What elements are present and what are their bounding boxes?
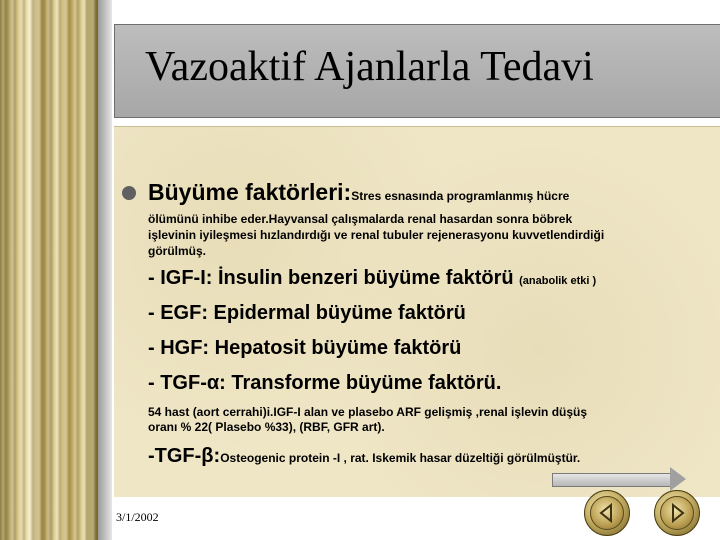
bullet-dot-icon <box>122 186 136 200</box>
gold-column-decoration <box>0 0 98 540</box>
description-line: işlevinin iyileşmesi hızlandırdığı ve renal tubuler rejenerasyonu kuvvetlendirdiği <box>148 228 605 242</box>
factor-item <box>148 337 596 372</box>
factor-item <box>148 267 596 302</box>
chevron-right-glyph <box>664 500 690 526</box>
slide-title: Vazoaktif Ajanlarla Tedavi <box>145 44 594 90</box>
factor-list <box>148 267 596 407</box>
factor-item <box>148 372 596 407</box>
factor-item <box>148 302 596 337</box>
study-line: oranı % 22( Plasebo %33), (RBF, GFR art). <box>148 420 385 434</box>
title-bar <box>114 24 720 118</box>
description-line: ölümünü inhibe eder.Hayvansal çalışmalarda renal hasardan sonra böbrek <box>148 212 573 226</box>
description-line: görülmüş. <box>148 244 207 258</box>
factor-note: (anabolik etki ) <box>519 275 597 287</box>
arrow-head-icon <box>670 467 686 491</box>
study-note <box>148 405 708 435</box>
tgf-beta-label: -TGF-β: <box>148 445 221 467</box>
factor-text: - TGF-α: Transforme büyüme faktörü. <box>148 372 502 394</box>
factor-text: - IGF-I: İnsulin benzeri büyüme faktörü <box>148 267 514 289</box>
study-line: 54 hast (aort cerrahi)i.IGF-I alan ve plasebo ARF gelişmiş ,renal işlevin düşüş <box>148 405 588 419</box>
next-slide-button[interactable] <box>654 490 700 536</box>
content-panel <box>114 126 720 497</box>
description <box>148 211 688 259</box>
tgf-beta-text: Osteogenic protein -I , rat. Iskemik hasar düzeltiği görülmüştür. <box>220 451 581 465</box>
bullet-heading-continuation: Stres esnasında programlanmış hücre <box>351 189 570 203</box>
column-shadow <box>98 0 112 540</box>
bullet-heading-line <box>148 179 569 206</box>
chevron-left-glyph <box>594 500 620 526</box>
factor-text: - EGF: Epidermal büyüme faktörü <box>148 302 466 324</box>
continue-arrow-icon <box>552 473 672 487</box>
previous-slide-button[interactable] <box>584 490 630 536</box>
tgf-beta-line <box>148 445 580 468</box>
factor-text: - HGF: Hepatosit büyüme faktörü <box>148 337 462 359</box>
bullet-heading: Büyüme faktörleri: <box>148 179 352 205</box>
slide-date: 3/1/2002 <box>116 510 159 524</box>
